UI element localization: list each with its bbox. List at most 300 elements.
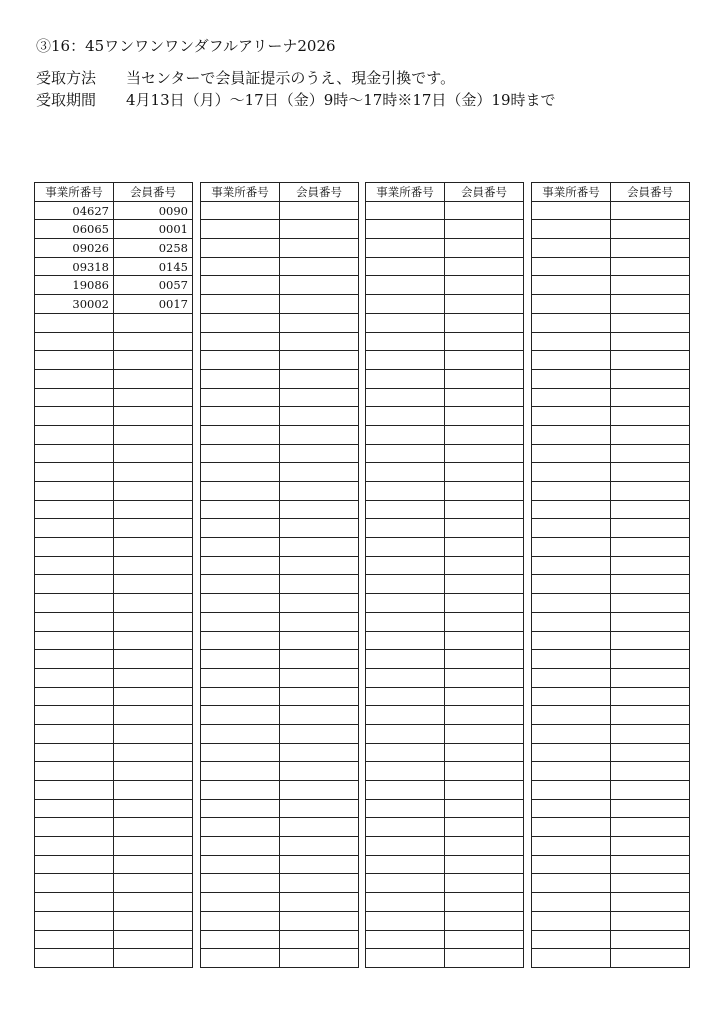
member-number-cell (611, 930, 690, 949)
office-number-header: 事業所番号 (201, 183, 280, 202)
table-row (35, 911, 193, 930)
member-number-cell (280, 239, 359, 258)
table-row (366, 482, 524, 501)
table-row (532, 425, 690, 444)
office-number-cell (532, 781, 611, 800)
office-number-cell (201, 818, 280, 837)
office-number-cell (366, 818, 445, 837)
office-number-cell (366, 500, 445, 519)
member-table-2 (200, 182, 359, 968)
member-number-cell (611, 407, 690, 426)
table-row (201, 556, 359, 575)
office-number-cell (366, 781, 445, 800)
office-number-cell (35, 893, 114, 912)
table-row (35, 930, 193, 949)
member-number-cell (445, 257, 524, 276)
office-number-cell (35, 369, 114, 388)
table-row (532, 500, 690, 519)
member-number-cell (445, 500, 524, 519)
office-number-cell (201, 201, 280, 220)
office-number-cell (366, 911, 445, 930)
table-row (366, 257, 524, 276)
table-row (35, 463, 193, 482)
member-number-cell (114, 650, 193, 669)
member-number-cell (114, 519, 193, 538)
table-row (366, 556, 524, 575)
table-row (532, 332, 690, 351)
office-number-cell (201, 893, 280, 912)
office-number-cell (532, 930, 611, 949)
office-number-cell (532, 295, 611, 314)
table-row (35, 482, 193, 501)
member-number-cell (280, 893, 359, 912)
table-row (35, 276, 193, 295)
office-number-cell (35, 724, 114, 743)
member-number-cell (445, 482, 524, 501)
table-header-row (201, 183, 359, 202)
office-number-cell (366, 425, 445, 444)
member-number-header: 会員番号 (114, 183, 193, 202)
member-number-cell (445, 650, 524, 669)
table-row (35, 781, 193, 800)
table-row (532, 538, 690, 557)
table-row (366, 388, 524, 407)
member-number-cell (611, 556, 690, 575)
table-row (201, 538, 359, 557)
office-number-cell (35, 519, 114, 538)
member-number-cell (445, 575, 524, 594)
member-number-cell (611, 949, 690, 968)
member-number-cell (445, 295, 524, 314)
office-number-cell (35, 388, 114, 407)
office-number-cell: 04627 (35, 201, 114, 220)
table-row (201, 687, 359, 706)
office-number-cell (366, 706, 445, 725)
table-row (35, 220, 193, 239)
table-row (201, 612, 359, 631)
office-number-cell (35, 668, 114, 687)
table-row (201, 893, 359, 912)
member-number-cell (611, 538, 690, 557)
office-number-cell (201, 425, 280, 444)
member-number-cell (611, 463, 690, 482)
table-header-row (35, 183, 193, 202)
office-number-cell (201, 556, 280, 575)
office-number-cell (532, 743, 611, 762)
member-number-cell (114, 351, 193, 370)
office-number-cell (201, 220, 280, 239)
member-number-cell (114, 855, 193, 874)
table-row (532, 762, 690, 781)
office-number-cell (366, 930, 445, 949)
member-number-cell (611, 855, 690, 874)
office-number-cell (35, 818, 114, 837)
table-row (35, 556, 193, 575)
office-number-cell (532, 650, 611, 669)
table-row (35, 874, 193, 893)
table-row (366, 874, 524, 893)
member-number-cell (114, 706, 193, 725)
office-number-cell (35, 612, 114, 631)
table-row (201, 837, 359, 856)
member-number-cell (445, 855, 524, 874)
member-number-cell (611, 425, 690, 444)
member-number-cell (445, 220, 524, 239)
table-row (35, 500, 193, 519)
table-row (532, 351, 690, 370)
table-row (532, 781, 690, 800)
office-number-cell (366, 724, 445, 743)
table-row (366, 407, 524, 426)
table-row (366, 911, 524, 930)
table-row (532, 612, 690, 631)
table-row (366, 295, 524, 314)
table-row (532, 724, 690, 743)
member-table-4 (531, 182, 690, 968)
table-row (201, 257, 359, 276)
office-number-cell (201, 949, 280, 968)
table-row (366, 724, 524, 743)
table-row (35, 201, 193, 220)
office-number-cell (366, 799, 445, 818)
table-row (366, 687, 524, 706)
member-number-cell (280, 668, 359, 687)
table-row (532, 874, 690, 893)
office-number-cell (366, 668, 445, 687)
table-row (35, 724, 193, 743)
office-number-cell (35, 556, 114, 575)
table-row (366, 351, 524, 370)
member-number-cell (114, 538, 193, 557)
member-number-cell (114, 612, 193, 631)
table-row (532, 444, 690, 463)
office-number-cell (366, 407, 445, 426)
table-row (35, 351, 193, 370)
office-number-cell (366, 612, 445, 631)
member-number-cell (445, 706, 524, 725)
office-number-cell (201, 594, 280, 613)
office-number-cell (366, 743, 445, 762)
office-number-cell (532, 687, 611, 706)
office-number-cell (532, 724, 611, 743)
member-number-cell (280, 444, 359, 463)
office-number-cell (366, 332, 445, 351)
member-number-cell (114, 799, 193, 818)
member-number-cell (445, 388, 524, 407)
office-number-cell (35, 313, 114, 332)
table-row (532, 631, 690, 650)
member-number-cell (611, 911, 690, 930)
table-row (366, 781, 524, 800)
office-number-cell (201, 706, 280, 725)
member-number-cell (445, 425, 524, 444)
member-number-cell (280, 687, 359, 706)
table-row (35, 519, 193, 538)
office-number-cell (532, 575, 611, 594)
member-number-cell (445, 668, 524, 687)
table-row (201, 201, 359, 220)
office-number-cell (35, 837, 114, 856)
office-number-cell (532, 369, 611, 388)
office-number-cell (201, 313, 280, 332)
table-row (35, 239, 193, 258)
table-row (35, 594, 193, 613)
table-row (366, 855, 524, 874)
table-row (201, 668, 359, 687)
receipt-method-row (36, 67, 556, 89)
office-number-cell (366, 463, 445, 482)
member-number-cell (445, 276, 524, 295)
member-number-cell (280, 313, 359, 332)
table-row (366, 220, 524, 239)
office-number-cell (532, 220, 611, 239)
member-number-cell (611, 201, 690, 220)
office-number-cell (366, 893, 445, 912)
member-number-cell (611, 799, 690, 818)
office-number-cell (366, 538, 445, 557)
table-row (201, 444, 359, 463)
member-number-cell (445, 949, 524, 968)
office-number-cell (35, 762, 114, 781)
office-number-cell (366, 874, 445, 893)
office-number-cell (35, 594, 114, 613)
table-row (201, 781, 359, 800)
table-row (532, 837, 690, 856)
office-number-cell (201, 724, 280, 743)
table-row (201, 369, 359, 388)
member-number-cell (280, 874, 359, 893)
office-number-cell (201, 500, 280, 519)
member-number-cell (445, 893, 524, 912)
member-number-cell (280, 519, 359, 538)
member-number-cell (280, 724, 359, 743)
table-row (366, 762, 524, 781)
table-row (532, 220, 690, 239)
table-row (366, 425, 524, 444)
member-number-cell (280, 388, 359, 407)
member-number-cell (611, 500, 690, 519)
office-number-cell (366, 388, 445, 407)
member-number-cell (445, 239, 524, 258)
table-row (201, 332, 359, 351)
member-number-cell (114, 463, 193, 482)
table-row (366, 668, 524, 687)
office-number-cell (35, 425, 114, 444)
member-number-cell (611, 220, 690, 239)
table-row (366, 463, 524, 482)
office-number-cell (366, 313, 445, 332)
member-number-cell (114, 668, 193, 687)
member-number-cell (445, 799, 524, 818)
table-row (35, 818, 193, 837)
office-number-cell (35, 482, 114, 501)
office-number-cell (35, 687, 114, 706)
member-number-header: 会員番号 (445, 183, 524, 202)
office-number-cell (366, 444, 445, 463)
receipt-method-label: 受取方法 (36, 69, 97, 87)
table-row (35, 407, 193, 426)
office-number-cell: 09318 (35, 257, 114, 276)
table-row (532, 930, 690, 949)
member-number-cell: 0145 (114, 257, 193, 276)
receipt-info (36, 67, 556, 111)
office-number-header: 事業所番号 (35, 183, 114, 202)
member-number-cell (445, 444, 524, 463)
table-row (366, 575, 524, 594)
member-number-cell (280, 425, 359, 444)
table-row (366, 369, 524, 388)
member-number-cell (611, 388, 690, 407)
table-row (532, 556, 690, 575)
office-number-cell (201, 631, 280, 650)
member-number-cell (611, 444, 690, 463)
member-number-cell (280, 930, 359, 949)
table-row (35, 949, 193, 968)
table-row (35, 837, 193, 856)
receipt-period-value: 4月13日（月）～17日（金）9時～17時※17日（金）19時まで (126, 91, 556, 109)
office-number-cell (35, 351, 114, 370)
member-number-cell (280, 201, 359, 220)
office-number-cell (532, 313, 611, 332)
member-number-cell (611, 295, 690, 314)
table-row (532, 706, 690, 725)
table-row (35, 425, 193, 444)
table-row (366, 332, 524, 351)
member-number-cell (611, 519, 690, 538)
table-row (201, 743, 359, 762)
table-row (201, 351, 359, 370)
table-row (532, 594, 690, 613)
office-number-cell (366, 257, 445, 276)
office-number-cell (366, 482, 445, 501)
member-number-cell (280, 650, 359, 669)
table-row (201, 295, 359, 314)
table-row (201, 519, 359, 538)
office-number-cell (532, 631, 611, 650)
member-number-cell (445, 724, 524, 743)
table-row (532, 276, 690, 295)
table-row (532, 743, 690, 762)
receipt-method-value: 当センターで会員証提示のうえ、現金引換です。 (126, 69, 456, 87)
office-number-cell (201, 369, 280, 388)
member-number-cell (114, 724, 193, 743)
member-number-cell (280, 482, 359, 501)
office-number-cell (366, 949, 445, 968)
office-number-cell (201, 444, 280, 463)
office-number-cell (201, 781, 280, 800)
table-row (35, 668, 193, 687)
office-number-cell (35, 743, 114, 762)
table-row (201, 425, 359, 444)
member-number-cell (611, 276, 690, 295)
office-number-cell (532, 388, 611, 407)
office-number-cell (35, 930, 114, 949)
member-number-cell (611, 837, 690, 856)
table-row (366, 276, 524, 295)
office-number-cell (366, 855, 445, 874)
member-number-cell (114, 388, 193, 407)
member-number-cell (280, 612, 359, 631)
office-number-cell (532, 818, 611, 837)
office-number-cell (366, 295, 445, 314)
table-row (366, 706, 524, 725)
table-row (201, 575, 359, 594)
office-number-cell (201, 257, 280, 276)
member-number-cell (611, 575, 690, 594)
table-row (35, 332, 193, 351)
member-number-cell (280, 276, 359, 295)
table-row (201, 724, 359, 743)
member-number-cell (280, 743, 359, 762)
member-number-cell (445, 930, 524, 949)
member-number-cell (280, 837, 359, 856)
office-number-cell (35, 911, 114, 930)
office-number-cell: 19086 (35, 276, 114, 295)
table-row (201, 949, 359, 968)
member-number-cell (280, 781, 359, 800)
office-number-cell (366, 762, 445, 781)
member-number-cell (611, 687, 690, 706)
table-row (532, 519, 690, 538)
member-number-cell (445, 594, 524, 613)
member-number-cell (280, 295, 359, 314)
member-number-header: 会員番号 (611, 183, 690, 202)
receipt-period-label: 受取期間 (36, 91, 97, 109)
table-row (201, 706, 359, 725)
member-number-cell: 0057 (114, 276, 193, 295)
office-number-cell (366, 369, 445, 388)
member-number-cell (280, 818, 359, 837)
office-number-cell (532, 482, 611, 501)
office-number-cell (366, 575, 445, 594)
table-row (201, 276, 359, 295)
office-number-cell (201, 463, 280, 482)
office-number-cell (532, 463, 611, 482)
table-row (366, 519, 524, 538)
member-number-cell (445, 201, 524, 220)
member-number-cell (611, 594, 690, 613)
office-number-cell (35, 444, 114, 463)
member-table-3 (365, 182, 524, 968)
office-number-cell (35, 855, 114, 874)
table-row (35, 538, 193, 557)
table-row (366, 837, 524, 856)
office-number-cell (366, 556, 445, 575)
office-number-cell (35, 538, 114, 557)
table-row (366, 799, 524, 818)
table-row (35, 799, 193, 818)
office-number-cell (35, 781, 114, 800)
office-number-cell (532, 332, 611, 351)
office-number-cell (201, 874, 280, 893)
member-number-cell (114, 762, 193, 781)
office-number-cell (532, 556, 611, 575)
office-number-cell (201, 687, 280, 706)
office-number-cell (201, 930, 280, 949)
member-number-cell (114, 594, 193, 613)
table-row (201, 855, 359, 874)
table-row (532, 687, 690, 706)
office-number-header: 事業所番号 (532, 183, 611, 202)
office-number-cell: 30002 (35, 295, 114, 314)
office-number-cell (366, 594, 445, 613)
office-number-cell (201, 407, 280, 426)
member-number-cell (280, 463, 359, 482)
member-number-cell (611, 612, 690, 631)
office-number-cell (366, 239, 445, 258)
table-row (35, 743, 193, 762)
member-number-cell (280, 631, 359, 650)
